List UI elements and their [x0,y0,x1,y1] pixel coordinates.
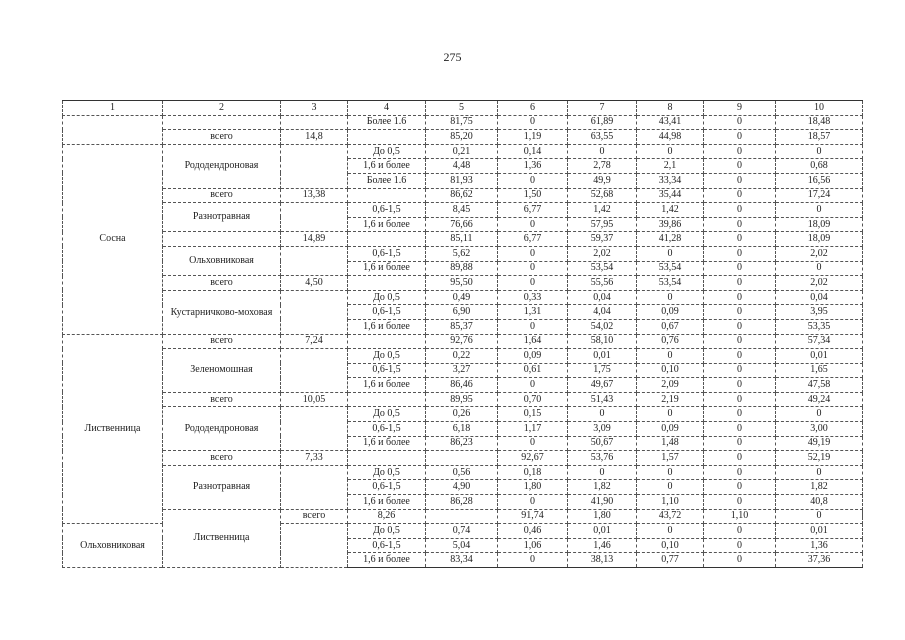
table-cell: 0 [568,465,637,480]
table-cell: 58,10 [568,334,637,349]
table-cell: 0 [776,509,863,524]
table-cell: 18,48 [776,115,863,130]
table-cell: 1,31 [498,305,568,320]
table-cell: всего [163,392,281,407]
table-cell: 7,24 [281,334,348,349]
table-cell: 53,54 [637,276,704,291]
table-cell: 0 [704,144,776,159]
table-cell [426,451,498,466]
table-cell: 3,09 [568,422,637,437]
table-cell: 0,70 [498,392,568,407]
table-cell: 0,6-1,5 [348,363,426,378]
table-cell: 1,46 [568,538,637,553]
table-cell: 85,37 [426,319,498,334]
table-cell: 0 [704,422,776,437]
table-cell [348,276,426,291]
table-cell: 57,34 [776,334,863,349]
table-cell: 86,28 [426,495,498,510]
table-cell: 1,17 [498,422,568,437]
table-cell [426,509,498,524]
column-header: 7 [568,101,637,116]
table-cell: 8,26 [348,509,426,524]
table-body [63,101,863,568]
table-cell: 51,43 [568,392,637,407]
table-cell: До 0,5 [348,524,426,539]
table-row [63,290,863,305]
column-header: 4 [348,101,426,116]
table-cell: 6,77 [498,203,568,218]
table-cell: 0,21 [426,144,498,159]
table-cell: 0 [498,319,568,334]
table-cell: Рододендроновая [163,144,281,188]
table-cell: Ольховниковая [63,524,163,568]
table-cell: 0 [704,363,776,378]
table-cell: 0 [704,553,776,568]
table-cell: 0 [704,334,776,349]
table-cell: 1,6 и более [348,217,426,232]
table-cell: 0 [776,465,863,480]
table-cell: 1,36 [776,538,863,553]
table-cell: 0,49 [426,290,498,305]
column-header: 1 [63,101,163,116]
table-cell: 1,82 [568,480,637,495]
table-cell: 0 [637,246,704,261]
table-cell [281,465,348,509]
table-cell [281,144,348,188]
table-cell: Лиственница [63,334,163,524]
table-cell: 53,54 [637,261,704,276]
table-cell: 0,74 [426,524,498,539]
table-row [63,392,863,407]
table-cell [63,115,163,144]
table-cell: 0,68 [776,159,863,174]
table-cell: 3,27 [426,363,498,378]
table-cell: 0 [704,436,776,451]
table-cell: 0 [498,246,568,261]
table-cell: 0,61 [498,363,568,378]
table-cell: 0,67 [637,319,704,334]
table-cell: 52,68 [568,188,637,203]
table-cell: 0,01 [568,349,637,364]
table-cell [348,232,426,247]
table-cell: 0 [498,436,568,451]
table-cell: 49,67 [568,378,637,393]
column-header: 3 [281,101,348,116]
table-cell: 5,62 [426,246,498,261]
table-cell: 1,19 [498,130,568,145]
table-row [63,451,863,466]
table-cell: 2,78 [568,159,637,174]
column-header: 9 [704,101,776,116]
table-cell: 39,86 [637,217,704,232]
table-cell: 0 [498,495,568,510]
table-cell: 1,80 [568,509,637,524]
table-cell: 0,01 [776,524,863,539]
table-cell: 91,74 [498,509,568,524]
table-cell: 0 [704,480,776,495]
table-cell: 0 [704,232,776,247]
table-cell: 0 [568,144,637,159]
table-cell: 1,75 [568,363,637,378]
table-cell: 33,34 [637,173,704,188]
table-cell: 4,48 [426,159,498,174]
table-cell [281,115,348,130]
table-cell: 0,22 [426,349,498,364]
table-header-row [63,101,863,116]
table-cell: 2,09 [637,378,704,393]
table-cell: 0 [704,276,776,291]
table-cell: 1,36 [498,159,568,174]
table-cell: 1,48 [637,436,704,451]
table-cell: 16,56 [776,173,863,188]
table-cell [281,246,348,275]
table-cell: 43,41 [637,115,704,130]
table-cell: Разнотравная [163,203,281,232]
table-cell [348,451,426,466]
table-cell: 0,01 [776,349,863,364]
table-cell: 0,77 [637,553,704,568]
table-cell: 0,33 [498,290,568,305]
table-cell: 0 [637,465,704,480]
table-cell [281,524,348,568]
table-cell: 0,18 [498,465,568,480]
table-cell: 52,19 [776,451,863,466]
table-cell: 6,90 [426,305,498,320]
table-cell: 3,00 [776,422,863,437]
table-cell: 63,55 [568,130,637,145]
table-cell: 49,9 [568,173,637,188]
table-cell: 38,13 [568,553,637,568]
table-cell: 35,44 [637,188,704,203]
table-cell: всего [163,451,281,466]
table-cell: 0 [704,407,776,422]
table-cell: 0,04 [776,290,863,305]
table-cell: 86,23 [426,436,498,451]
table-cell: 81,75 [426,115,498,130]
table-cell: 2,02 [776,276,863,291]
table-row [63,334,863,349]
table-cell: 1,10 [704,509,776,524]
table-cell: 57,95 [568,217,637,232]
table-cell: 0,46 [498,524,568,539]
table-cell: 54,02 [568,319,637,334]
table-cell: 1,82 [776,480,863,495]
table-cell [348,188,426,203]
table-cell: 0 [704,392,776,407]
table-cell: 53,76 [568,451,637,466]
table-cell: Разнотравная [163,465,281,509]
table-cell: Зеленомошная [163,349,281,393]
table-cell: 83,34 [426,553,498,568]
table-cell [281,203,348,232]
table-cell: 1,6 и более [348,159,426,174]
table-cell: 0 [776,144,863,159]
table-cell: 1,6 и более [348,319,426,334]
table-cell: 18,57 [776,130,863,145]
data-table [62,100,863,568]
table-cell: 0 [498,173,568,188]
table-cell [348,130,426,145]
table-cell: 53,35 [776,319,863,334]
table-cell: 0 [704,538,776,553]
table-cell: 1,6 и более [348,261,426,276]
table-cell: 0 [704,246,776,261]
table-row [63,465,863,480]
table-cell: 89,95 [426,392,498,407]
table-cell: 0 [704,173,776,188]
table-cell: 10,05 [281,392,348,407]
table-cell: 47,58 [776,378,863,393]
table-cell: 0 [776,261,863,276]
table-cell: 0 [704,451,776,466]
table-cell: 92,67 [498,451,568,466]
table-cell: 0 [776,203,863,218]
table-cell: До 0,5 [348,290,426,305]
column-header: 8 [637,101,704,116]
table-row [63,509,863,524]
table-cell: 0 [704,217,776,232]
table-cell: 43,72 [637,509,704,524]
table-row [63,276,863,291]
table-cell: 1,57 [637,451,704,466]
table-cell: 0 [704,465,776,480]
table-row [63,203,863,218]
table-row [63,232,863,247]
page-number: 275 [443,50,462,64]
table-cell: всего [163,276,281,291]
table-cell [163,115,281,130]
table-cell: 0 [704,319,776,334]
table-cell: 95,50 [426,276,498,291]
table-cell: 4,50 [281,276,348,291]
table-cell: 0 [498,378,568,393]
table-cell: 89,88 [426,261,498,276]
table-cell: 0 [704,159,776,174]
column-header: 5 [426,101,498,116]
table-row [63,246,863,261]
table-cell: 3,95 [776,305,863,320]
table-cell: 76,66 [426,217,498,232]
table-cell: 0 [498,217,568,232]
table-cell: 55,56 [568,276,637,291]
table-cell: 4,90 [426,480,498,495]
column-header: 6 [498,101,568,116]
table-cell: Более 1.6 [348,173,426,188]
table-cell: 49,24 [776,392,863,407]
table-cell: 0 [704,188,776,203]
table-cell: 0 [637,480,704,495]
table-cell: 92,76 [426,334,498,349]
table-cell: 1,42 [568,203,637,218]
table-cell: 1,06 [498,538,568,553]
table-cell: 1,80 [498,480,568,495]
table-cell: 0 [637,524,704,539]
table-cell: 2,1 [637,159,704,174]
table-cell: Ольховниковая [163,246,281,275]
table-cell: Сосна [63,144,163,334]
table-cell: 1,10 [637,495,704,510]
table-cell: 0,56 [426,465,498,480]
table-row [63,407,863,422]
table-cell: всего [163,130,281,145]
table-cell: 61,89 [568,115,637,130]
table-cell: 0 [704,495,776,510]
table-cell: 0 [637,407,704,422]
table-cell: 18,09 [776,217,863,232]
table-cell: 0 [704,261,776,276]
table-cell: Лиственница [163,509,281,567]
table-cell: 0,6-1,5 [348,538,426,553]
table-cell: 59,37 [568,232,637,247]
table-cell: 0 [704,115,776,130]
table-cell: До 0,5 [348,407,426,422]
table-cell: 1,42 [637,203,704,218]
table-cell: 1,50 [498,188,568,203]
table-cell: 86,46 [426,378,498,393]
table-cell: 86,62 [426,188,498,203]
table-cell: 0,6-1,5 [348,203,426,218]
table-cell: 0 [704,203,776,218]
table-cell: 0 [637,349,704,364]
table-cell: До 0,5 [348,349,426,364]
table-cell: Кустарничково-моховая [163,290,281,334]
table-cell: 2,02 [568,246,637,261]
table-cell: всего [281,509,348,524]
table-row [63,115,863,130]
table-cell [348,334,426,349]
table-cell: 0,09 [498,349,568,364]
table-cell: 50,67 [568,436,637,451]
table-cell: 0 [704,524,776,539]
table-cell: 0,6-1,5 [348,246,426,261]
table-cell: 81,93 [426,173,498,188]
table-cell [281,290,348,334]
table-cell: 8,45 [426,203,498,218]
table-cell: 17,24 [776,188,863,203]
table-cell: До 0,5 [348,144,426,159]
table-cell: 1,6 и более [348,378,426,393]
table-cell: 7,33 [281,451,348,466]
table-cell [281,407,348,451]
table-cell: 0 [704,305,776,320]
table-cell: 0 [776,407,863,422]
table-row [63,188,863,203]
table-cell [163,232,281,247]
table-cell: 40,8 [776,495,863,510]
table-cell: 2,02 [776,246,863,261]
table-cell: 5,04 [426,538,498,553]
table-cell: 0,6-1,5 [348,305,426,320]
table-cell: 0,76 [637,334,704,349]
table-cell: 0 [637,290,704,305]
table-cell: До 0,5 [348,465,426,480]
table-cell: 1,6 и более [348,495,426,510]
table-cell: 0,26 [426,407,498,422]
table-cell: 0,01 [568,524,637,539]
table-cell: 0 [704,290,776,305]
table-cell: 85,11 [426,232,498,247]
table-cell: 53,54 [568,261,637,276]
table-cell: 0,10 [637,363,704,378]
table-cell [281,349,348,393]
table-cell: 0,10 [637,538,704,553]
table-cell: 2,19 [637,392,704,407]
table-cell: 0,6-1,5 [348,422,426,437]
table-cell: всего [163,334,281,349]
table-cell: 18,09 [776,232,863,247]
table-cell: 0 [568,407,637,422]
table-cell: 0 [704,349,776,364]
table-cell: 0 [498,261,568,276]
table-cell: 85,20 [426,130,498,145]
table-cell: 1,6 и более [348,553,426,568]
table-cell: 1,65 [776,363,863,378]
table-cell: 0 [498,115,568,130]
table-cell: 0,09 [637,305,704,320]
table-cell: 0 [498,276,568,291]
table-cell: 13,38 [281,188,348,203]
table-cell: 14,89 [281,232,348,247]
table-cell: 14,8 [281,130,348,145]
table-cell: Более 1.6 [348,115,426,130]
table-cell: 37,36 [776,553,863,568]
table-cell: 0 [498,553,568,568]
table-row [63,144,863,159]
table-cell: 0 [637,144,704,159]
table-cell: 6,18 [426,422,498,437]
table-cell: 0,14 [498,144,568,159]
table-row [63,349,863,364]
column-header: 10 [776,101,863,116]
table-cell: 0,15 [498,407,568,422]
table-cell: 49,19 [776,436,863,451]
table-cell: 0 [704,130,776,145]
table-cell: 1,64 [498,334,568,349]
table-cell: 1,6 и более [348,436,426,451]
table-cell: Рододендроновая [163,407,281,451]
table-cell: 0,6-1,5 [348,480,426,495]
table-cell [348,392,426,407]
table-cell: 0,04 [568,290,637,305]
table-cell: 41,90 [568,495,637,510]
table-cell: 0 [704,378,776,393]
table-cell: 0,09 [637,422,704,437]
table-cell: всего [163,188,281,203]
table-cell: 44,98 [637,130,704,145]
table-cell: 4,04 [568,305,637,320]
column-header: 2 [163,101,281,116]
table-cell: 6,77 [498,232,568,247]
table-cell: 41,28 [637,232,704,247]
table-row [63,130,863,145]
